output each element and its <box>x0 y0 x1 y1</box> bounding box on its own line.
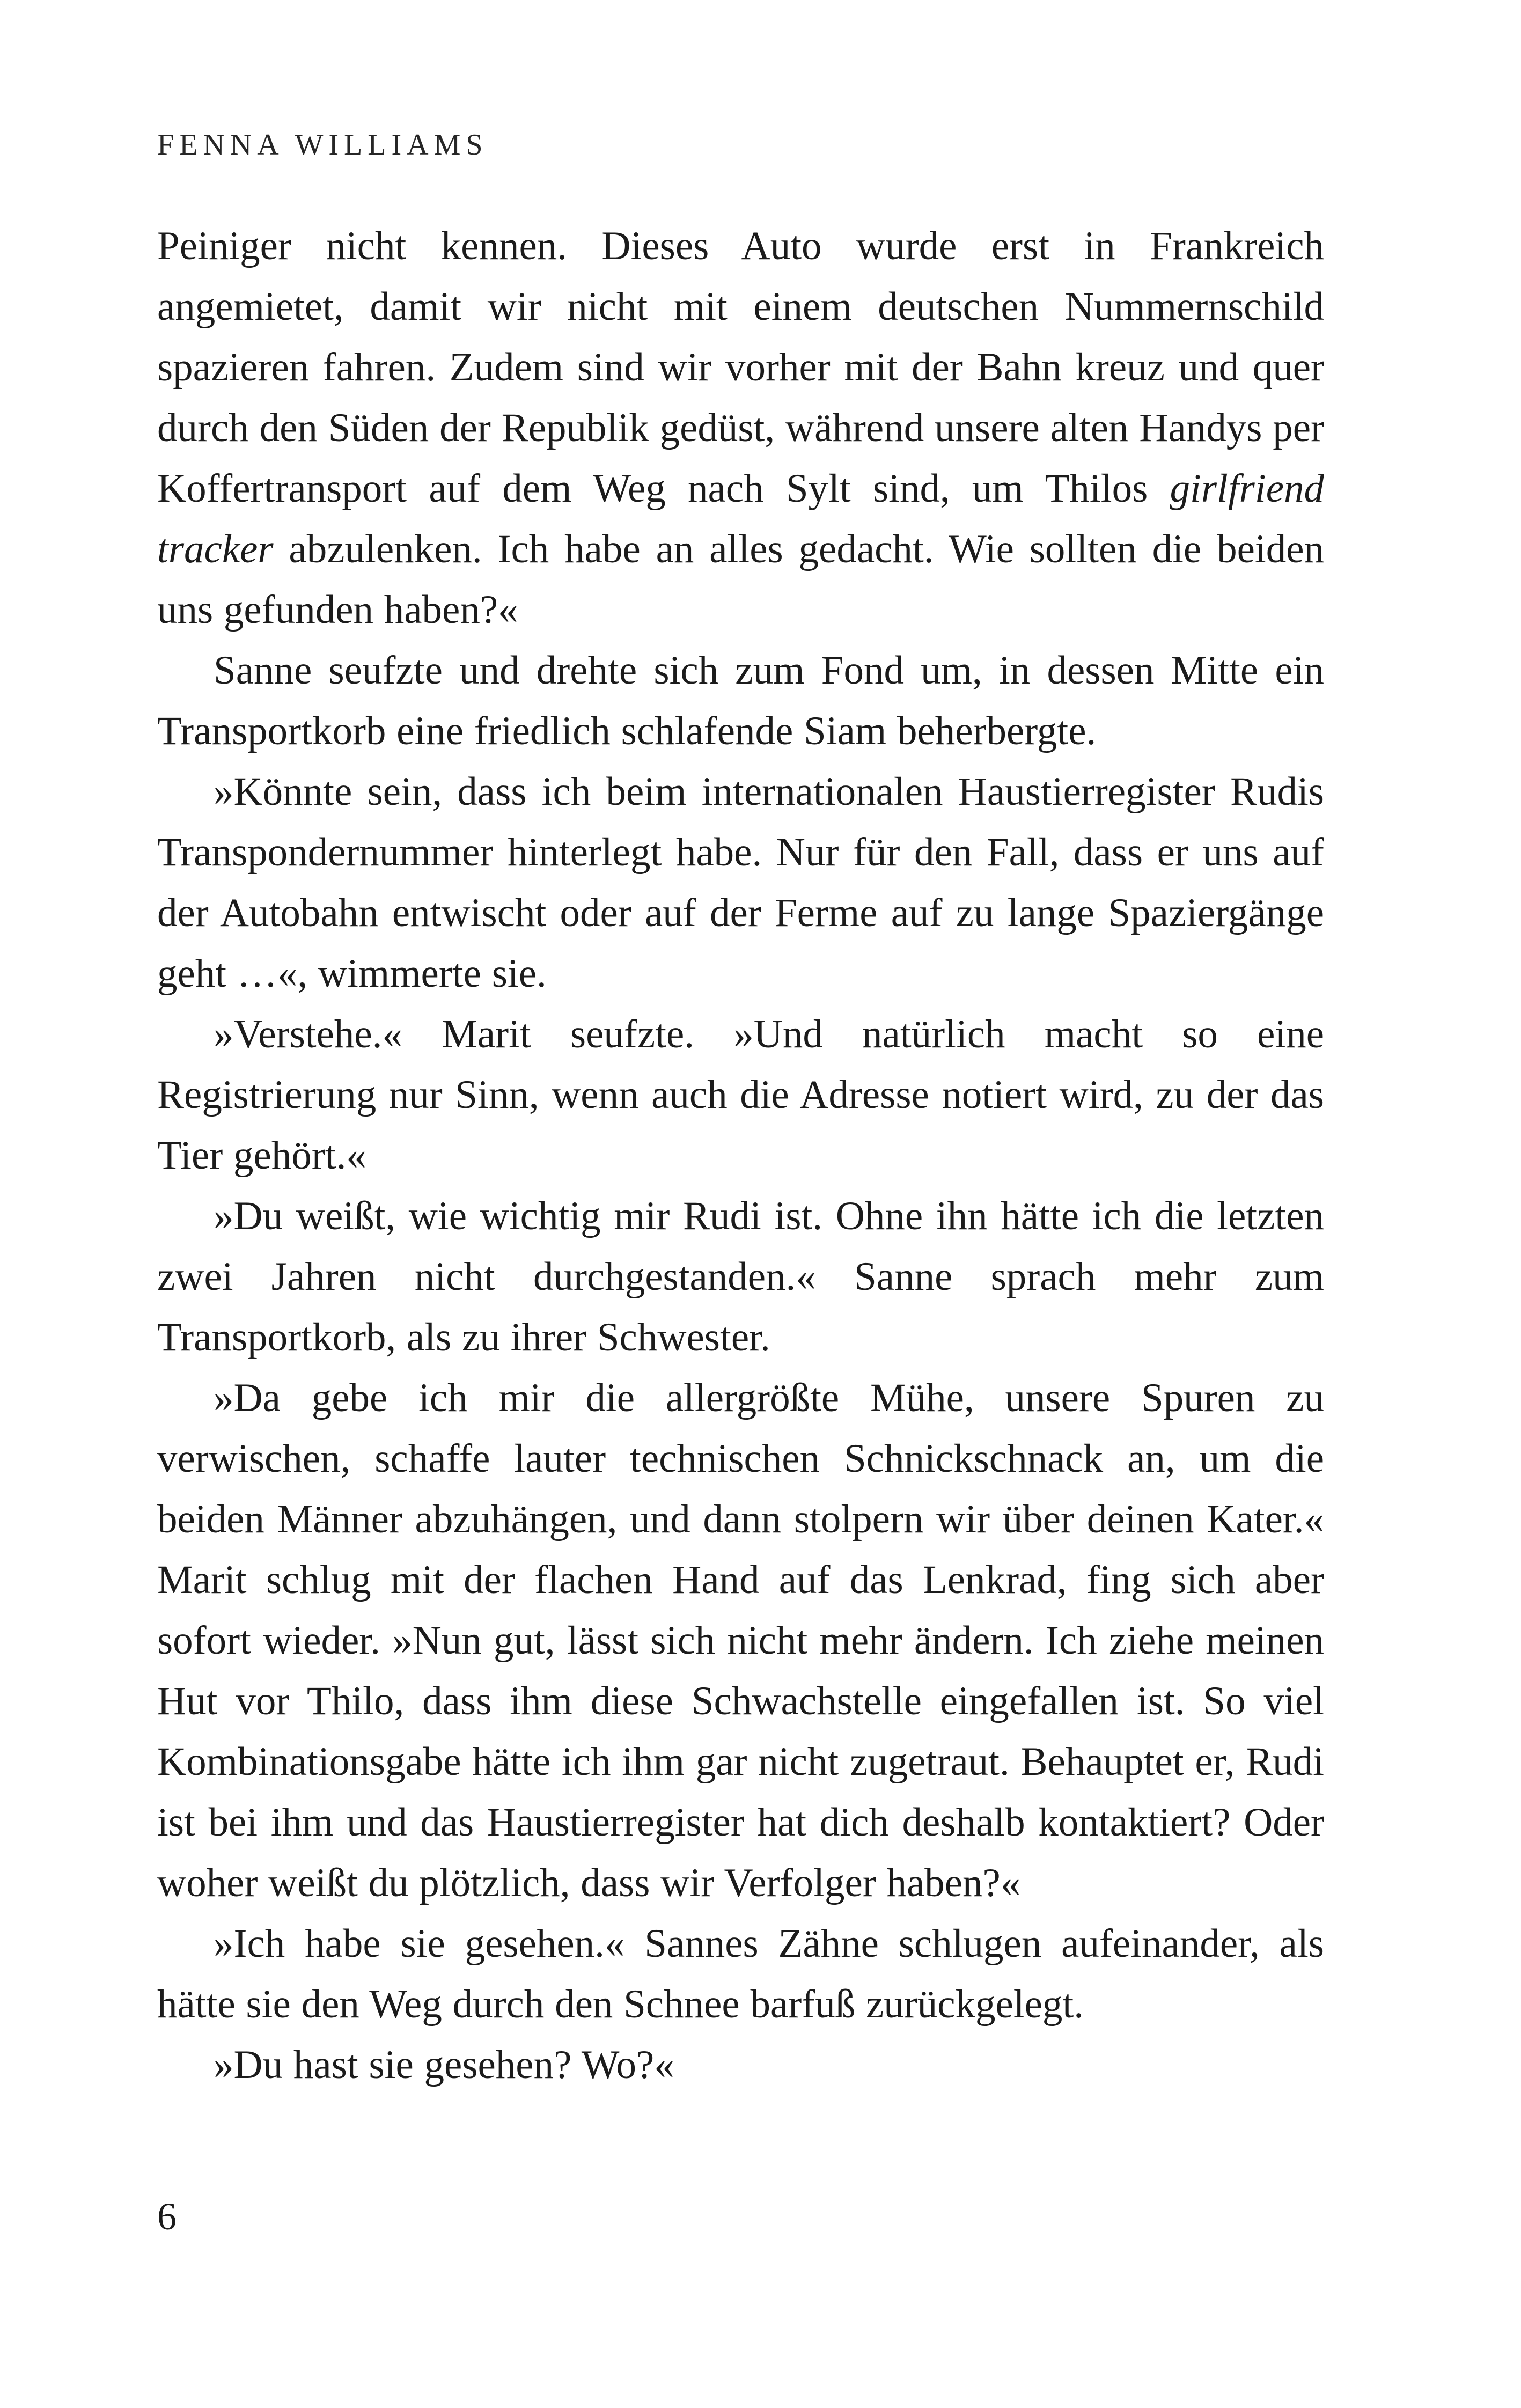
paragraph-5: »Du weißt, wie wichtig mir Rudi ist. Ohne ihn hätte ich die letzten zwei Jahren nicht durchgestanden.« Sanne sprach mehr zum Transportkorb, als zu ihrer Schwester. <box>157 1194 1324 1360</box>
running-header: FENNA WILLIAMS <box>157 128 488 161</box>
paragraph-3: »Könnte sein, dass ich beim internationalen Haustierregister Rudis Transpondernummer hinterlegt habe. Nur für den Fall, dass er uns auf der Autobahn entwischt oder auf der Ferme auf zu lange Spaziergänge geht …«, wimmerte sie. <box>157 769 1324 996</box>
paragraph-1-text: Peiniger nicht kennen. Dieses Auto wurde erst in Frankreich angemietet, damit wir nicht mit einem deutschen Nummernschild spazieren fahren. Zudem sind wir vorher mit der Bahn kreuz und quer durch den Süden der Republik gedüst, während unsere alten Handys per Koffertransport auf dem Weg nach Sylt sind, um Thilos <box>157 224 1324 511</box>
paragraph-7: »Ich habe sie gesehen.« Sannes Zähne schlugen aufeinander, als hätte sie den Weg durch den Schnee barfuß zurückgelegt. <box>157 1921 1324 2027</box>
text-block <box>157 216 1324 2095</box>
paragraph-1-text-continued: abzulenken. Ich habe an alles gedacht. Wie sollten die beiden uns gefunden haben?« <box>157 527 1324 632</box>
paragraph-6: »Da gebe ich mir die allergrößte Mühe, unsere Spuren zu verwischen, schaffe lauter technischen Schnickschnack an, um die beiden Männer abzuhängen, und dann stolpern wir über deinen Kater.« Marit schlug mit der flachen Hand auf das Lenkrad, fing sich aber sofort wieder. »Nun gut, lässt sich nicht mehr ändern. Ich ziehe meinen Hut vor Thilo, dass ihm diese Schwachstelle eingefallen ist. So viel Kombinationsgabe hätte ich ihm gar nicht zugetraut. Behauptet er, Rudi ist bei ihm und das Haustierregister hat dich deshalb kontaktiert? Oder woher weißt du plötzlich, dass wir Verfolger haben?« <box>157 1376 1324 1905</box>
paragraph-2: Sanne seufzte und drehte sich zum Fond um, in dessen Mitte ein Transportkorb eine friedlich schlafende Siam beherbergte. <box>157 648 1324 753</box>
page-number: 6 <box>157 2195 177 2238</box>
italic-phrase: girlfriend tracker <box>157 466 1324 571</box>
paragraph-1 <box>157 216 1324 640</box>
paragraph-4: »Verstehe.« Marit seufzte. »Und natürlich macht so eine Registrierung nur Sinn, wenn auch die Adresse notiert wird, zu der das Tier gehört.« <box>157 1012 1324 1178</box>
paragraph-8: »Du hast sie gesehen? Wo?« <box>214 2043 674 2087</box>
